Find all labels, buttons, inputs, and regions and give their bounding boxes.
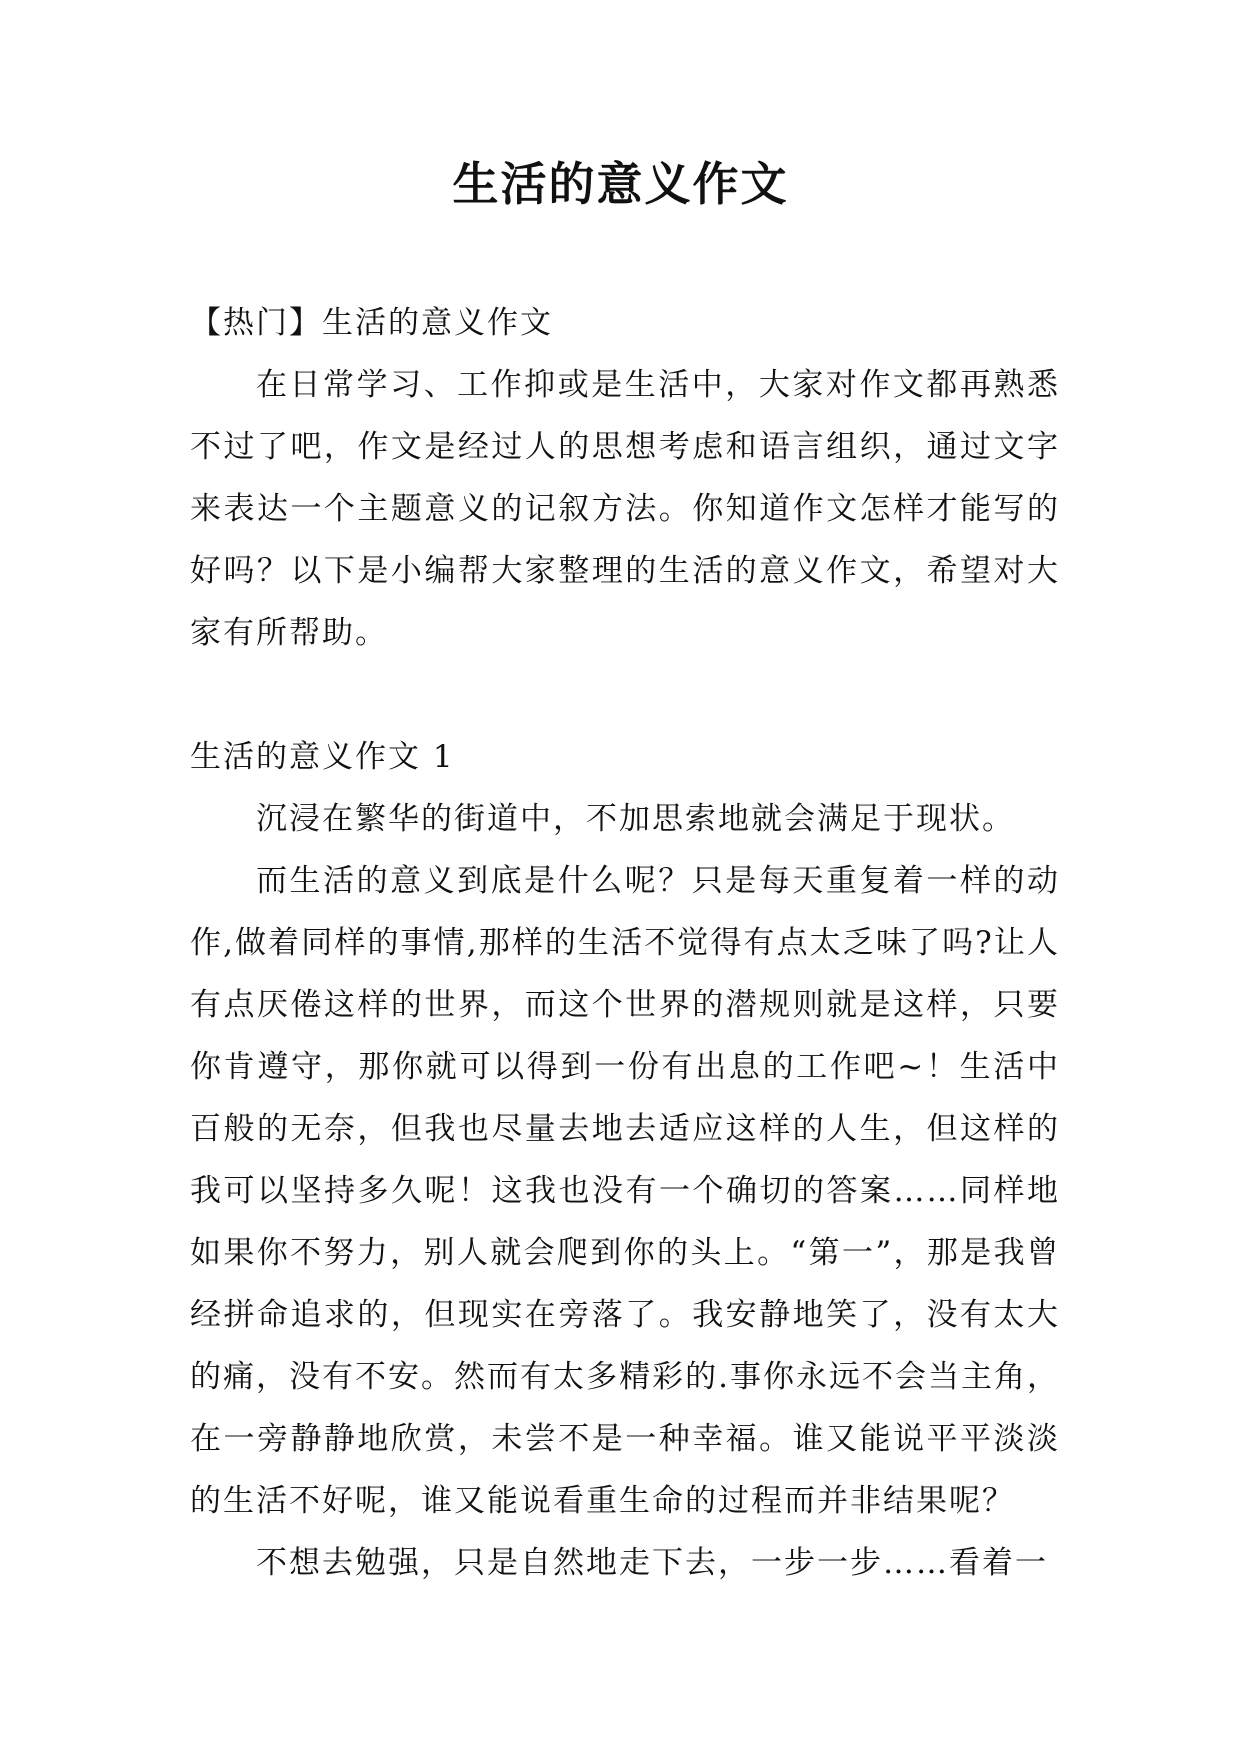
document-body (190, 292, 1060, 1594)
body-paragraph: 沉浸在繁华的街道中，不加思索地就会满足于现状。 (256, 801, 1015, 837)
page-title: 生活的意义作文 (452, 157, 789, 211)
subtitle: 【热门】生活的意义作文 (190, 305, 553, 341)
section-heading: 生活的意义作文 1 (190, 739, 455, 775)
body-paragraph: 而生活的意义到底是什么呢？只是每天重复着一样的动作,做着同样的事情,那样的生活不觉得有点太乏味了吗?让人有点厌倦这样的世界，而这个世界的潜规则就是这样，只要你肯遵守，那你就可以得到一份有出息的工作吧~！生活中百般的无奈，但我也尽量去地去适应这样的人生，但这样的我可以坚持多久呢！这我也没有一个确切的答案……同样地如果你不努力，别人就会爬到你的头上。“第一”，那是我曾经拼命追求的，但现实在旁落了。我安静地笑了，没有太大的痛，没有不安。然而有太多精彩的.事你永远不会当主角，在一旁静静地欣赏，未尝不是一种幸福。谁又能说平平淡淡的生活不好呢，谁又能说看重生命的过程而并非结果呢？ (190, 863, 1060, 1519)
intro-paragraph: 在日常学习、工作抑或是生活中，大家对作文都再熟悉不过了吧，作文是经过人的思想考虑和语言组织，通过文字来表达一个主题意义的记叙方法。你知道作文怎样才能写的好吗？以下是小编帮大家整理的生活的意义作文，希望对大家有所帮助。 (190, 367, 1060, 651)
body-paragraph: 不想去勉强，只是自然地走下去，一步一步……看着一 (256, 1545, 1048, 1581)
